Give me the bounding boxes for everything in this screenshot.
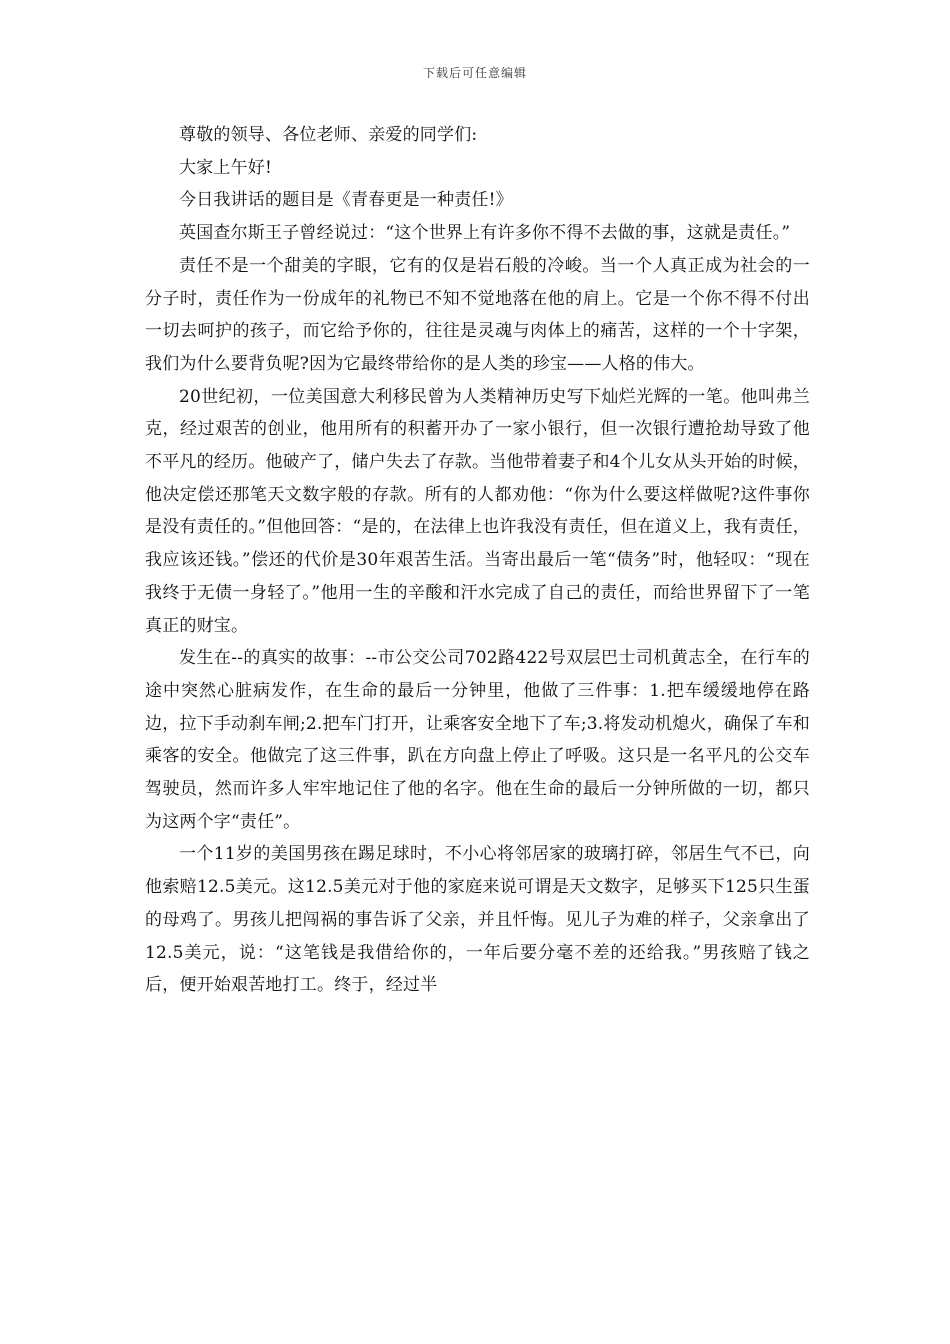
speech-topic: 今日我讲话的题目是《青春更是一种责任!》	[179, 190, 513, 211]
paragraph-boy-story: 一个11岁的美国男孩在踢足球时，不小心将邻居家的玻璃打碎，邻居生气不已，向他索赔12.5美元。这12.5美元对于他的家庭来说可谓是天文数字，足够买下125只生蛋的母鸡了。男孩儿把闯祸的事告诉了父亲，并且忏悔。见儿子为难的样子，父亲拿出了12.5美元，说：“这笔钱是我借给你的，一年后要分毫不差的还给我。”男孩赔了钱之后，便开始艰苦地打工。终于，经过半	[145, 844, 810, 996]
document-body	[145, 119, 810, 1002]
paragraph-quote: 英国查尔斯王子曾经说过：“这个世界上有许多你不得不去做的事，这就是责任。”	[179, 223, 791, 244]
paragraph-frank-story: 20世纪初，一位美国意大利移民曾为人类精神历史写下灿烂光辉的一笔。他叫弗兰克，经过艰苦的创业，他用所有的积蓄开办了一家小银行，但一次银行遭抢劫导致了他不平凡的经历。他破产了，储户失去了存款。当他带着妻子和4个儿女从头开始的时候，他决定偿还那笔天文数字般的存款。所有的人都劝他：“你为什么要这样做呢?这件事你是没有责任的。”但他回答：“是的，在法律上也许我没有责任，但在道义上，我有责任，我应该还钱。”偿还的代价是30年艰苦生活。当寄出最后一笔“债务”时，他轻叹：“现在我终于无债一身轻了。”他用一生的辛酸和汗水完成了自己的责任，而给世界留下了一笔真正的财宝。	[145, 386, 810, 636]
paragraph-bus-driver-story: 发生在--的真实的故事：--市公交公司702路422号双层巴士司机黄志全，在行车的途中突然心脏病发作，在生命的最后一分钟里，他做了三件事：1.把车缓缓地停在路边，拉下手动刹车闸;2.把车门打开，让乘客安全地下了车;3.将发动机熄火，确保了车和乘客的安全。他做完了这三件事，趴在方向盘上停止了呼吸。这只是一名平凡的公交车驾驶员，然而许多人牢牢地记住了他的名字。他在生命的最后一分钟所做的一切，都只为这两个字“责任”。	[145, 648, 810, 832]
header-note: 下载后可任意编辑	[422, 66, 527, 80]
salutation: 尊敬的领导、各位老师、亲爱的同学们:	[179, 125, 478, 145]
greeting: 大家上午好!	[179, 157, 273, 178]
paragraph-responsibility: 责任不是一个甜美的字眼，它有的仅是岩石般的冷峻。当一个人真正成为社会的一分子时，责任作为一份成年的礼物已不知不觉地落在他的肩上。它是一个你不得不付出一切去呵护的孩子，而它给予你的，往往是灵魂与肉体上的痛苦，这样的一个十字架，我们为什么要背负呢?因为它最终带给你的是人类的珍宝——人格的伟大。	[145, 255, 810, 374]
